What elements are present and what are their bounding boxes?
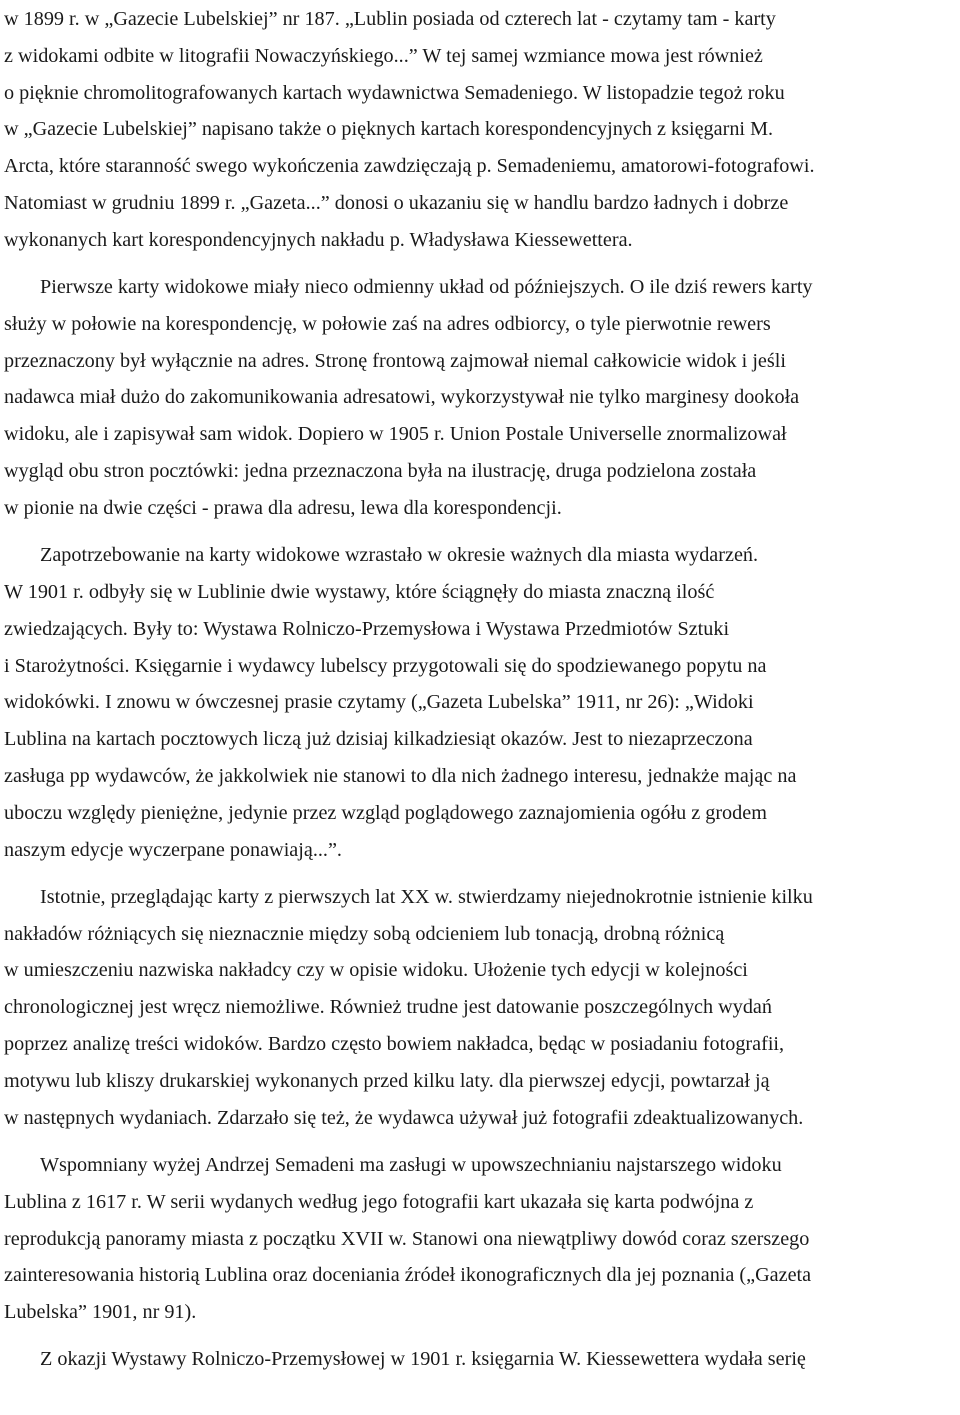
text-line: Natomiast w grudniu 1899 r. „Gazeta...” donosi o ukazaniu się w handlu bardzo ładnych i dobrze bbox=[4, 191, 789, 214]
text-line: w umieszczeniu nazwiska nakładcy czy w opisie widoku. Ułożenie tych edycji w kolejności bbox=[4, 959, 748, 982]
text-line: Pierwsze karty widokowe miały nieco odmienny układ od późniejszych. O ile dziś rewers karty bbox=[40, 276, 813, 299]
paragraph-6 bbox=[4, 1341, 956, 1378]
paragraph-3 bbox=[4, 537, 956, 868]
text-line: wykonanych kart korespondencyjnych nakładu p. Władysława Kiessewettera. bbox=[4, 228, 633, 251]
text-line: z widokami odbite w litografii Nowaczyńskiego...” W tej samej wzmiance mowa jest również bbox=[4, 44, 763, 67]
text-line: nadawca miał dużo do zakomunikowania adresatowi, wykorzystywał nie tylko marginesy dookoła bbox=[4, 386, 800, 409]
paragraph-gap bbox=[4, 259, 956, 270]
text-line: uboczu względy pieniężne, jedynie przez wzgląd poglądowego zaznajomienia ogółu z grodem bbox=[4, 801, 767, 824]
paragraph-gap bbox=[4, 868, 956, 879]
text-line: Arcta, które staranność swego wykończenia zawdzięczają p. Semadeniemu, amatorowi-fotografowi. bbox=[4, 155, 815, 178]
text-line: o pięknie chromolitografowanych kartach wydawnictwa Semadeniego. W listopadzie tegoż roku bbox=[4, 81, 785, 104]
text-line: poprzez analizę treści widoków. Bardzo często bowiem nakładca, będąc w posiadaniu fotografii, bbox=[4, 1033, 785, 1056]
text-line: nakładów różniących się nieznacznie między sobą odcieniem lub tonacją, drobną różnicą bbox=[4, 922, 725, 945]
text-line: służy w połowie na korespondencję, w połowie zaś na adres odbiorcy, o tyle pierwotnie rewers bbox=[4, 312, 771, 335]
text-line: Wspomniany wyżej Andrzej Semadeni ma zasługi w upowszechnianiu najstarszego widoku bbox=[40, 1153, 782, 1176]
text-line: Lublina na kartach pocztowych liczą już dzisiaj kilkadziesiąt okazów. Jest to niezaprzeczona bbox=[4, 728, 753, 751]
text-line: widokówki. I znowu w ówczesnej prasie czytamy („Gazeta Lubelska” 1911, nr 26): „Widoki bbox=[4, 691, 754, 714]
text-line: przeznaczony był wyłącznie na adres. Stronę frontową zajmował niemal całkowicie widok i jeśli bbox=[4, 349, 786, 372]
text-line: i Starożytności. Księgarnie i wydawcy lubelscy przygotowali się do spodziewanego popytu na bbox=[4, 654, 767, 677]
text-line: zasługa pp wydawców, że jakkolwiek nie stanowi to dla nich żadnego interesu, jednakże mając na bbox=[4, 764, 797, 787]
paragraph-1 bbox=[4, 1, 956, 259]
text-line: w pionie na dwie części - prawa dla adresu, lewa dla korespondencji. bbox=[4, 496, 562, 519]
paragraph-4 bbox=[4, 879, 956, 1137]
text-line: Z okazji Wystawy Rolniczo-Przemysłowej w 1901 r. księgarnia W. Kiessewettera wydała serię bbox=[40, 1348, 806, 1371]
paragraph-gap bbox=[4, 527, 956, 538]
text-line: wygląd obu stron pocztówki: jedna przeznaczona była na ilustrację, druga podzielona została bbox=[4, 460, 757, 483]
text-line: Istotnie, przeglądając karty z pierwszych lat XX w. stwierdzamy niejednokrotnie istnienie kilku bbox=[40, 885, 813, 908]
text-line: W 1901 r. odbyły się w Lublinie dwie wystawy, które ściągnęły do miasta znaczną ilość bbox=[4, 580, 715, 603]
text-line: w „Gazecie Lubelskiej” napisano także o pięknych kartach korespondencyjnych z księgarni M. bbox=[4, 118, 774, 141]
paragraph-gap bbox=[4, 1331, 956, 1342]
text-line: zwiedzających. Były to: Wystawa Rolniczo-Przemysłowa i Wystawa Przedmiotów Sztuki bbox=[4, 617, 730, 640]
paragraph-5 bbox=[4, 1147, 956, 1331]
text-line: Zapotrzebowanie na karty widokowe wzrastało w okresie ważnych dla miasta wydarzeń. bbox=[40, 544, 759, 567]
text-line: reprodukcją panoramy miasta z początku XVII w. Stanowi ona niewątpliwy dowód coraz szerszego bbox=[4, 1227, 810, 1250]
paragraph-gap bbox=[4, 1136, 956, 1147]
text-line: w 1899 r. w „Gazecie Lubelskiej” nr 187. „Lublin posiada od czterech lat - czytamy tam - karty bbox=[4, 8, 776, 30]
text-line: zainteresowania historią Lublina oraz doceniania źródeł ikonograficznych dla jej poznania („Gazeta bbox=[4, 1264, 812, 1287]
text-line: chronologicznej jest wręcz niemożliwe. Również trudne jest datowanie poszczególnych wydań bbox=[4, 996, 772, 1019]
text-line: widoku, ale i zapisywał sam widok. Dopiero w 1905 r. Union Postale Universelle znormalizował bbox=[4, 423, 787, 446]
text-line: Lubelska” 1901, nr 91). bbox=[4, 1301, 197, 1324]
paragraph-2 bbox=[4, 269, 956, 527]
text-line: w następnych wydaniach. Zdarzało się też, że wydawca używał już fotografii zdeaktualizowanych. bbox=[4, 1106, 804, 1129]
text-line: naszym edycje wyczerpane ponawiają...”. bbox=[4, 838, 342, 861]
text-line: Lublina z 1617 r. W serii wydanych według jego fotografii kart ukazała się karta podwójna z bbox=[4, 1190, 754, 1213]
text-line: motywu lub kliszy drukarskiej wykonanych przed kilku laty. dla pierwszej edycji, powtarzał ją bbox=[4, 1069, 770, 1092]
